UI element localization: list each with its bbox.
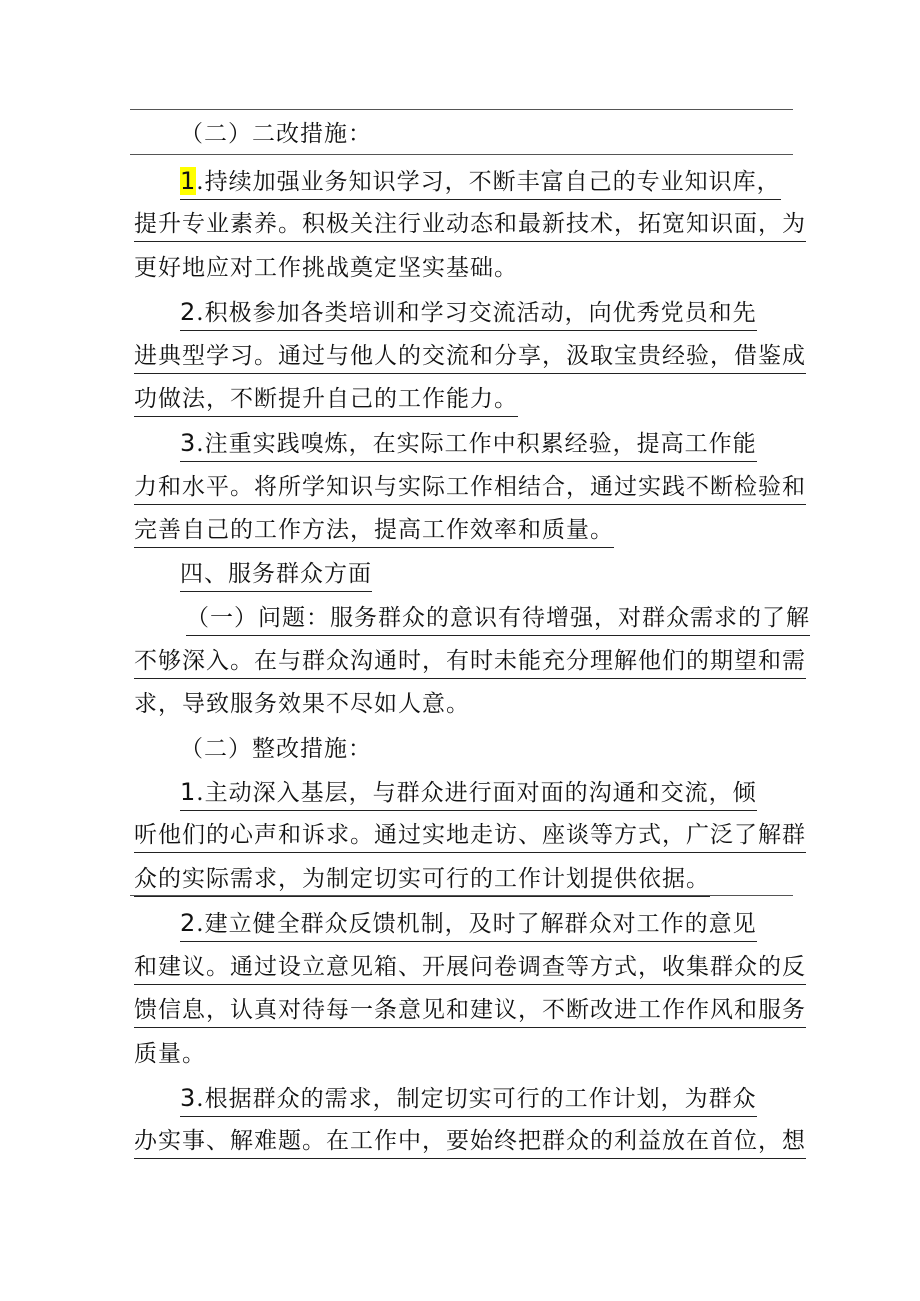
- paragraph-line: 功做法，不断提升自己的工作能力。: [134, 385, 518, 417]
- section-heading: 四、服务群众方面: [180, 560, 372, 592]
- paragraph-line: 求，导致服务效果不尽如人意。: [134, 691, 470, 717]
- paragraph-line: 完善自己的工作方法，提高工作效率和质量。: [134, 516, 614, 548]
- paragraph-line: 更好地应对工作挑战奠定坚实基础。: [134, 255, 518, 281]
- paragraph-line: 听他们的心声和诉求。通过实地走访、座谈等方式，广泛了解群: [134, 821, 806, 853]
- list-number: 2: [180, 909, 197, 937]
- paragraph-line: （一）问题：服务群众的意识有待增强，对群众需求的了解: [186, 604, 810, 636]
- list-number: 1: [180, 167, 197, 195]
- paragraph-line: 2.积极参加各类培训和学习交流活动，向优秀党员和先: [180, 298, 757, 331]
- list-number: 1: [180, 778, 197, 806]
- subheading-measures: （二）二改措施：: [180, 121, 372, 147]
- paragraph-line: 质量。: [134, 1041, 206, 1067]
- paragraph-line: 3.注重实践嗅炼，在实际工作中积累经验，提高工作能: [180, 429, 757, 462]
- paragraph-line: 力和水平。将所学知识与实际工作相结合，通过实践不断检验和: [134, 473, 806, 505]
- list-number: 3: [180, 1084, 197, 1112]
- paragraph-line: 进典型学习。通过与他人的交流和分享，汲取宝贵经验，借鉴成: [134, 342, 806, 374]
- paragraph-line: 2.建立健全群众反馈机制，及时了解群众对工作的意见: [180, 909, 757, 942]
- paragraph-line: 1.主动深入基层，与群众进行面对面的沟通和交流，倾: [180, 778, 757, 811]
- horizontal-rule: [130, 154, 793, 155]
- subheading-measures: （二）整改措施：: [180, 736, 372, 762]
- paragraph-line: 不够深入。在与群众沟通时，有时未能充分理解他们的期望和需: [134, 647, 806, 679]
- paragraph-line: 提升专业素养。积极关注行业动态和最新技术，拓宽知识面，为: [134, 210, 806, 242]
- list-number: 3: [180, 429, 197, 457]
- paragraph-line: 馈信息，认真对待每一条意见和建议，不断改进工作作风和服务: [134, 996, 806, 1028]
- paragraph-line: 众的实际需求，为制定切实可行的工作计划提供依据。: [134, 865, 710, 897]
- list-number: 2: [180, 298, 197, 326]
- paragraph-line: 1.持续加强业务知识学习，不断丰富自己的专业知识库，: [180, 167, 781, 200]
- paragraph-line: 办实事、解难题。在工作中，要始终把群众的利益放在首位，想: [134, 1127, 806, 1159]
- horizontal-rule: [130, 895, 793, 896]
- paragraph-line: 和建议。通过设立意见箱、开展问卷调查等方式，收集群众的反: [134, 953, 806, 985]
- paragraph-line: 3.根据群众的需求，制定切实可行的工作计划，为群众: [180, 1084, 757, 1117]
- horizontal-rule: [130, 109, 793, 110]
